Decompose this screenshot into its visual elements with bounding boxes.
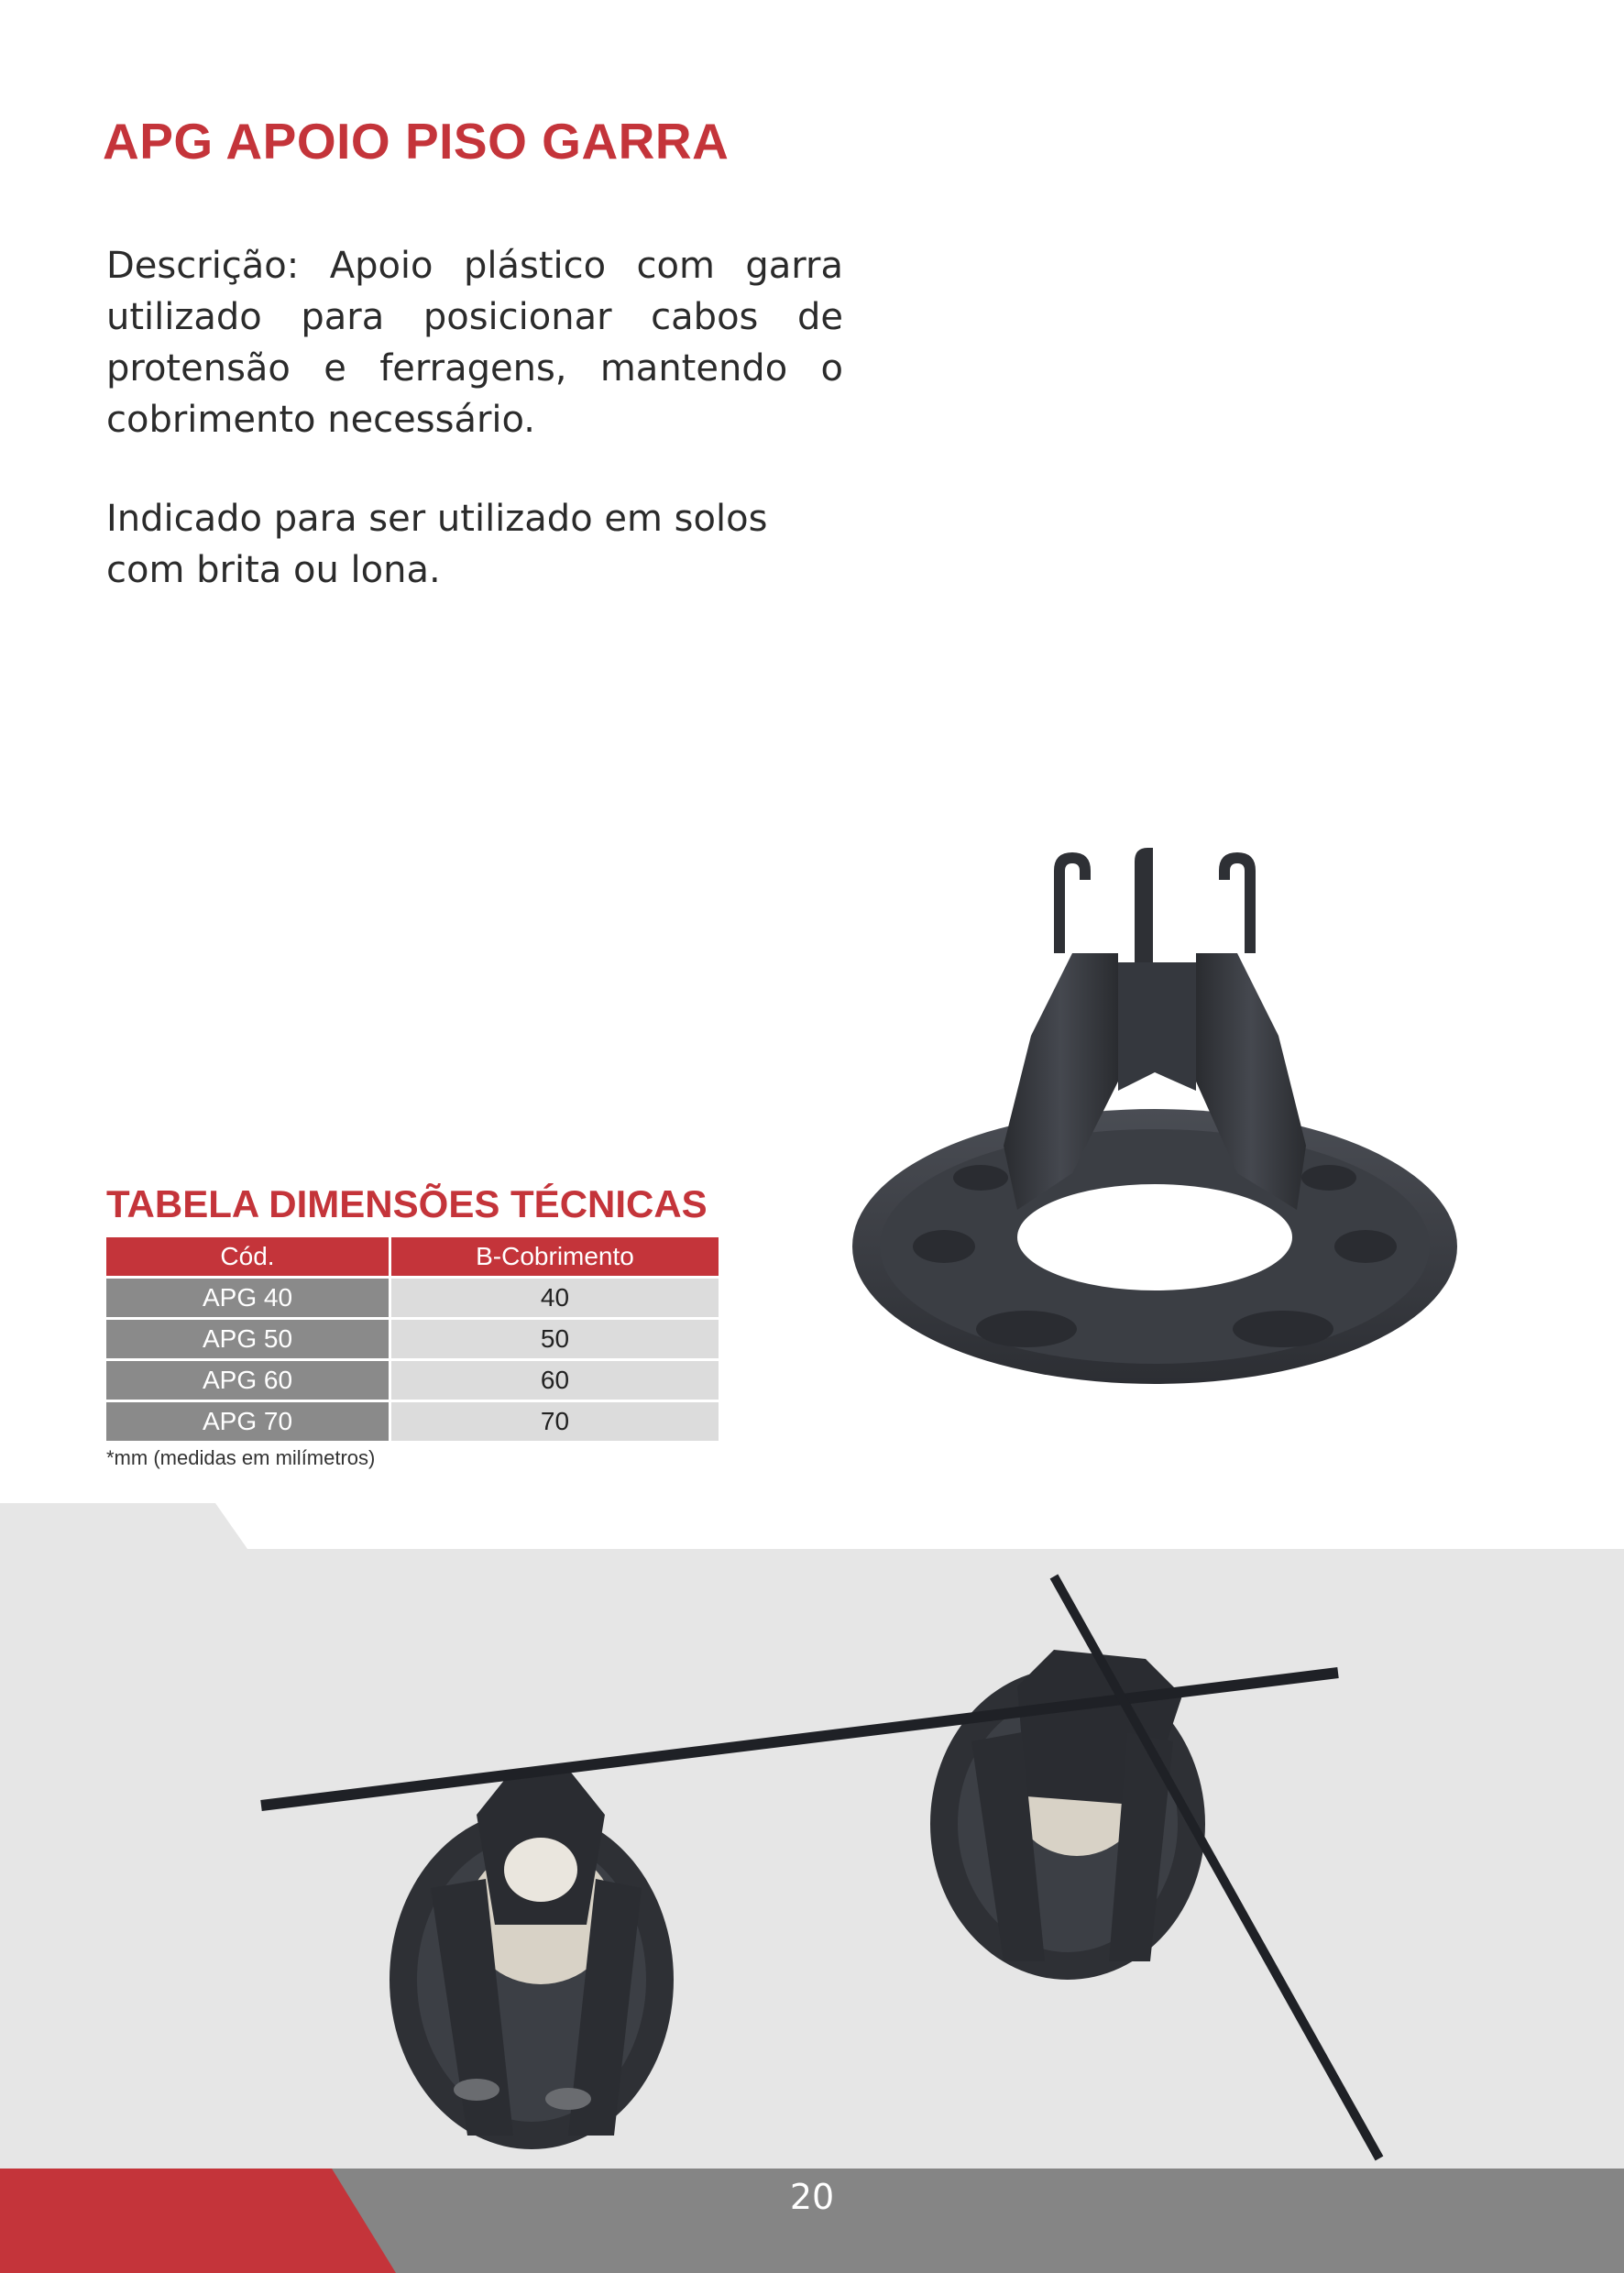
header-cod: Cód. (106, 1237, 389, 1276)
table-row (106, 1320, 719, 1358)
product-indication: Indicado para ser utilizado em solos com brita ou lona. (106, 498, 768, 591)
dimensions-table (106, 1237, 719, 1444)
table-row (106, 1361, 719, 1400)
cell-cover: 50 (391, 1320, 719, 1358)
table-row (106, 1279, 719, 1317)
cell-cover: 70 (391, 1402, 719, 1441)
usage-photo (0, 1503, 1624, 2169)
cell-code: APG 40 (106, 1279, 389, 1317)
page-number: 20 (789, 2177, 835, 2217)
cell-cover: 40 (391, 1279, 719, 1317)
cell-cover: 60 (391, 1361, 719, 1400)
table-row (106, 1402, 719, 1441)
header-cobrimento: B-Cobrimento (391, 1237, 719, 1276)
cell-code: APG 60 (106, 1361, 389, 1400)
cell-code: APG 70 (106, 1402, 389, 1441)
page-title: APG APOIO PISO GARRA (103, 113, 730, 170)
table-title: TABELA DIMENSÕES TÉCNICAS (106, 1182, 708, 1225)
table-note: *mm (medidas em milímetros) (106, 1446, 376, 1469)
table-header-row (106, 1237, 719, 1276)
product-photo-apg (843, 843, 1466, 1411)
product-description: Descrição: Apoio plástico com garra utilizado para posicionar cabos de protensão e ferragens, mantendo o cobrimento necessário. (106, 245, 843, 441)
cell-code: APG 50 (106, 1320, 389, 1358)
